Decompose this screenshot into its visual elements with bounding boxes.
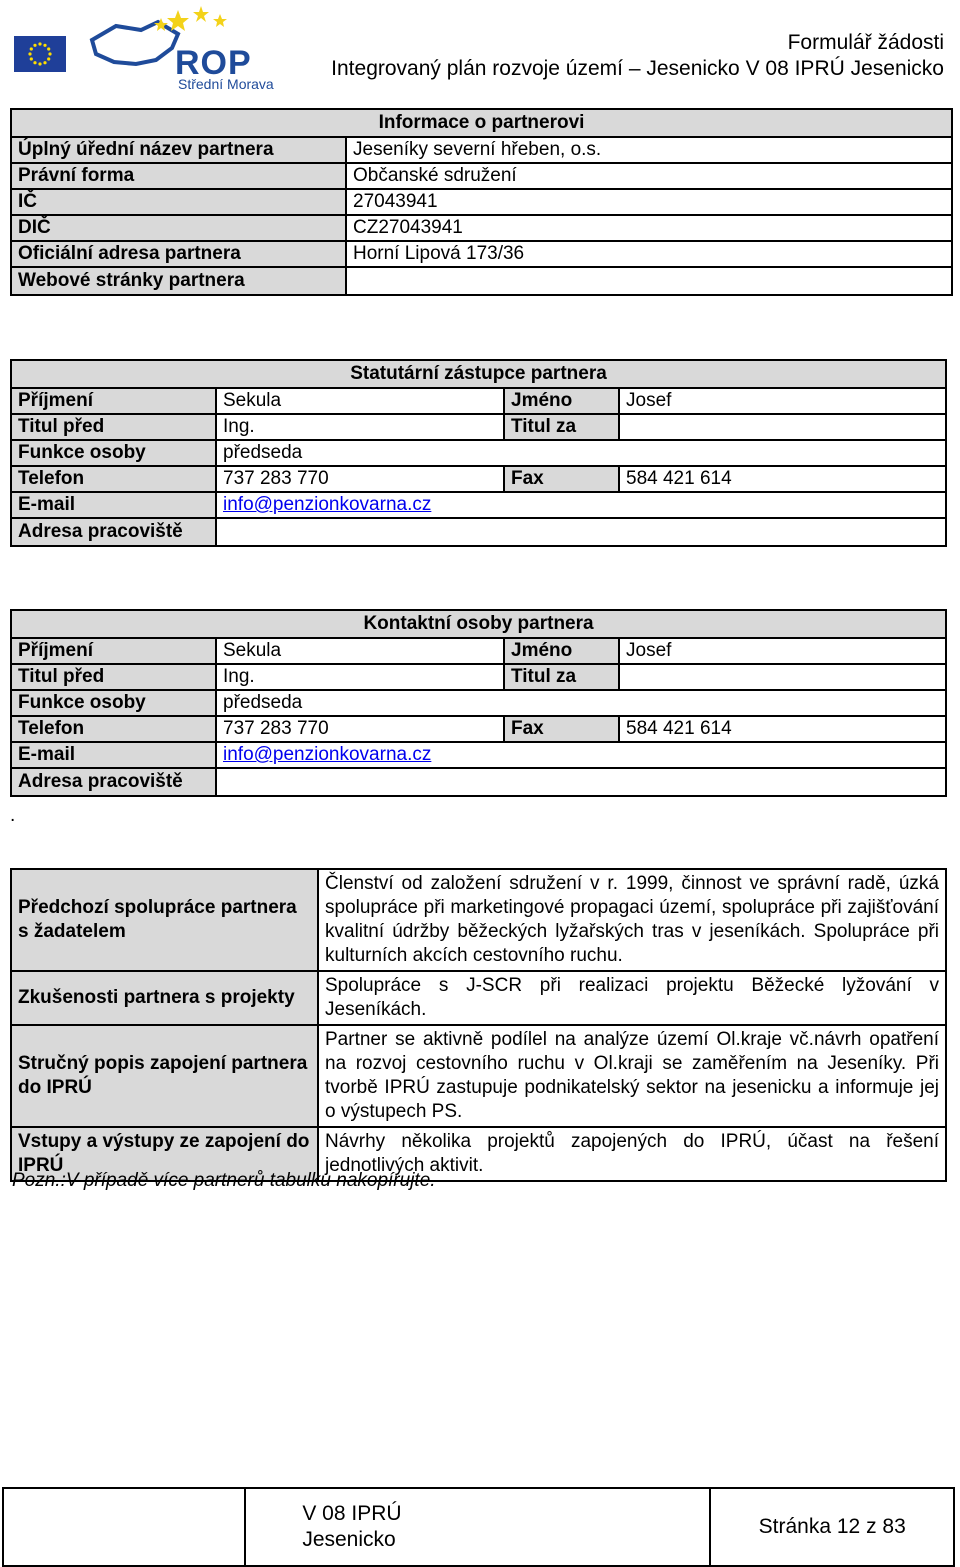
table-row xyxy=(11,716,946,742)
function-value: předseda xyxy=(216,690,946,716)
row-value xyxy=(346,267,952,295)
contact-table xyxy=(10,609,947,797)
table-row xyxy=(11,971,946,1025)
row-label: Předchozí spolupráce partnera s žadatelem xyxy=(11,869,318,971)
contact-heading: Kontaktní osoby partnera xyxy=(11,610,946,638)
fax-label: Fax xyxy=(504,466,619,492)
table-row xyxy=(11,664,946,690)
row-value: Partner se aktivně podílel na analýze území Ol.kraje vč.návrh opatření na rozvoj cestovního ruchu v Ol.kraji se zaměřením na Jeseníky. Při tvorbě IPRÚ zastupuje podnikatelský sektor na jesenicku a informuje jej o výstupech PS. xyxy=(318,1025,946,1127)
row-value: CZ27043941 xyxy=(346,215,952,241)
row-label: Stručný popis zapojení partnera do IPRÚ xyxy=(11,1025,318,1127)
table-row xyxy=(11,241,952,267)
phone-value: 737 283 770 xyxy=(216,466,504,492)
function-label: Funkce osoby xyxy=(11,690,216,716)
row-label: DIČ xyxy=(11,215,346,241)
table-note: Pozn.:V případě více partnerů tabulku nakopírujte. xyxy=(12,1170,436,1191)
workplace-label: Adresa pracoviště xyxy=(11,518,216,546)
workplace-value xyxy=(216,768,946,796)
table-row xyxy=(11,492,946,518)
title-before-value: Ing. xyxy=(216,664,504,690)
fax-value: 584 421 614 xyxy=(619,466,946,492)
footer-empty-cell xyxy=(3,1488,245,1566)
footer-doc-cell xyxy=(245,1488,710,1566)
email-label: E-mail xyxy=(11,742,216,768)
email-link[interactable]: info@penzionkovarna.cz xyxy=(223,744,432,765)
partner-info-table xyxy=(10,108,953,296)
workplace-value xyxy=(216,518,946,546)
row-value: Návrhy několika projektů zapojených do IPRÚ, účast na řešení jednotlivých aktivit. xyxy=(318,1127,946,1181)
row-label: Úplný úřední název partnera xyxy=(11,137,346,163)
table-row xyxy=(11,1025,946,1127)
row-value: Občanské sdružení xyxy=(346,163,952,189)
table-row xyxy=(11,388,946,414)
email-label: E-mail xyxy=(11,492,216,518)
table-row xyxy=(11,768,946,796)
name-value: Josef xyxy=(619,388,946,414)
partner-info-heading: Informace o partnerovi xyxy=(11,109,952,137)
table-row xyxy=(11,163,952,189)
statutory-table xyxy=(10,359,947,547)
title-after-label: Titul za xyxy=(504,414,619,440)
row-label: Webové stránky partnera xyxy=(11,267,346,295)
title-before-value: Ing. xyxy=(216,414,504,440)
row-value: Spolupráce s J-SCR při realizaci projektu Běžecké lyžování v Jeseníkách. xyxy=(318,971,946,1025)
row-label: IČ xyxy=(11,189,346,215)
page-footer xyxy=(2,1487,955,1567)
table-row xyxy=(11,869,946,971)
table-row xyxy=(11,189,952,215)
statutory-heading: Statutární zástupce partnera xyxy=(11,360,946,388)
form-subtitle: Integrovaný plán rozvoje území – Jesenicko V 08 IPRÚ Jesenicko xyxy=(331,57,944,80)
title-before-label: Titul před xyxy=(11,664,216,690)
function-label: Funkce osoby xyxy=(11,440,216,466)
title-before-label: Titul před xyxy=(11,414,216,440)
row-label: Vstupy a výstupy ze zapojení do IPRÚ xyxy=(11,1127,318,1181)
table-row xyxy=(11,466,946,492)
surname-value: Sekula xyxy=(216,638,504,664)
cooperation-table xyxy=(10,868,947,1182)
phone-label: Telefon xyxy=(11,466,216,492)
logo-subtitle: Střední Morava xyxy=(178,76,274,92)
table-row xyxy=(11,518,946,546)
row-value: Členství od založení sdružení v r. 1999, činnost ve správní radě, úzká spolupráce při marketingové propagaci území, spolupráce při zajišťování kvalitní údržby běžeckých lyžařských tras v jeseníkách. Spolupráce při kulturních akcích cestovního ruchu. xyxy=(318,869,946,971)
title-after-value xyxy=(619,414,946,440)
title-after-label: Titul za xyxy=(504,664,619,690)
stray-dot: . xyxy=(10,805,16,826)
fax-label: Fax xyxy=(504,716,619,742)
table-row xyxy=(11,638,946,664)
footer-doc-code: V 08 IPRÚ xyxy=(302,1502,402,1525)
logo-text: ROP xyxy=(175,44,252,82)
row-value: Horní Lipová 173/36 xyxy=(346,241,952,267)
row-value: 27043941 xyxy=(346,189,952,215)
title-after-value xyxy=(619,664,946,690)
phone-value: 737 283 770 xyxy=(216,716,504,742)
form-title: Formulář žádosti xyxy=(787,31,944,54)
name-label: Jméno xyxy=(504,638,619,664)
eu-flag-icon xyxy=(14,36,66,72)
function-value: předseda xyxy=(216,440,946,466)
surname-label: Příjmení xyxy=(11,638,216,664)
name-label: Jméno xyxy=(504,388,619,414)
table-row xyxy=(11,414,946,440)
fax-value: 584 421 614 xyxy=(619,716,946,742)
row-value: Jeseníky severní hřeben, o.s. xyxy=(346,137,952,163)
name-value: Josef xyxy=(619,638,946,664)
row-label: Zkušenosti partnera s projekty xyxy=(11,971,318,1025)
table-row xyxy=(11,137,952,163)
workplace-label: Adresa pracoviště xyxy=(11,768,216,796)
table-row xyxy=(11,440,946,466)
table-row xyxy=(11,690,946,716)
footer-doc-name: Jesenicko xyxy=(302,1528,396,1551)
table-row xyxy=(11,742,946,768)
header-titles xyxy=(331,30,944,82)
email-link[interactable]: info@penzionkovarna.cz xyxy=(223,494,432,515)
footer-page-number: Stránka 12 z 83 xyxy=(710,1488,954,1566)
row-label: Právní forma xyxy=(11,163,346,189)
table-row xyxy=(11,267,952,295)
phone-label: Telefon xyxy=(11,716,216,742)
surname-label: Příjmení xyxy=(11,388,216,414)
row-label: Oficiální adresa partnera xyxy=(11,241,346,267)
table-row xyxy=(11,215,952,241)
surname-value: Sekula xyxy=(216,388,504,414)
